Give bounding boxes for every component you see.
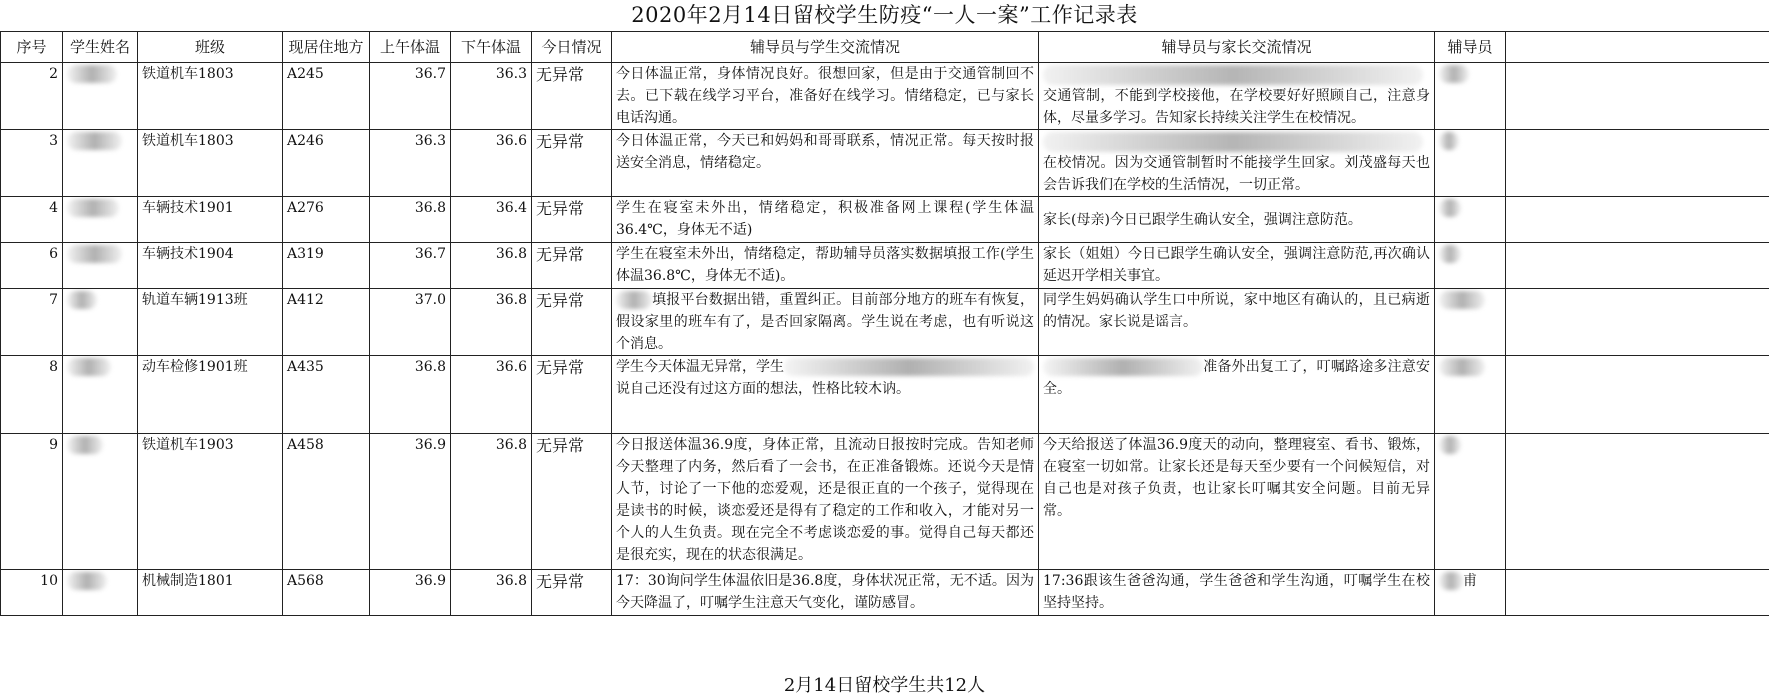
status-cell: 无异常: [532, 289, 612, 356]
pm-temp-cell: 36.8: [451, 434, 532, 570]
empty-cell: [1506, 289, 1769, 356]
am-temp-cell: 36.7: [370, 63, 451, 130]
counselor-cell: [1435, 63, 1506, 130]
header-cell: 今日情况: [532, 32, 612, 63]
row-number: 10: [1, 570, 63, 616]
parent-comm-cell: 今天给报送了体温36.9度天的动向，整理寝室、看书、锻炼，在寝室一切如常。让家长还是每天至少要有一个问候短信，对自己也是对孩子负责，也让家长叮嘱其安全问题。目前无异常。: [1039, 434, 1435, 570]
am-temp-cell: 36.8: [370, 356, 451, 434]
row-number: 8: [1, 356, 63, 434]
am-temp-cell: 36.3: [370, 130, 451, 197]
am-temp-cell: 36.7: [370, 243, 451, 289]
parent-comm-cell: [1039, 63, 1435, 130]
student-comm-cell: 17：30询问学生体温依旧是36.8度，身体状况正常，无不适。因为今天降温了，叮嘱学生注意天气变化，谨防感冒。: [612, 570, 1039, 616]
class-cell: 铁道机车1903: [138, 434, 283, 570]
footer-summary: 2月14日留校学生共12人: [0, 676, 1769, 696]
table-row: [1, 197, 1769, 243]
status-cell: 无异常: [532, 434, 612, 570]
header-cell: 辅导员: [1435, 32, 1506, 63]
pm-temp-cell: 36.6: [451, 130, 532, 197]
residence-cell: A568: [283, 570, 370, 616]
status-cell: 无异常: [532, 243, 612, 289]
table-row: [1, 356, 1769, 434]
student-comm-cell: 今日体温正常，身体情况良好。很想回家，但是由于交通管制回不去。已下载在线学习平台，准备好在线学习。情绪稳定，已与家长电话沟通。: [612, 63, 1039, 130]
header-cell: 辅导员与学生交流情况: [612, 32, 1039, 63]
empty-cell: [1506, 243, 1769, 289]
class-cell: 车辆技术1904: [138, 243, 283, 289]
row-number: 4: [1, 197, 63, 243]
student-comm-cell: 今日报送体温36.9度，身体正常，且流动日报按时完成。告知老师今天整理了内务，然后看了一会书，在正准备锻炼。还说今天是情人节，讨论了一下他的恋爱观，还是很正直的一个孩子，觉得现在是读书的时候，谈恋爱还是得有了稳定的工作和收入，才能对另一个人的人生负责。现在完全不考虑谈恋爱的事。觉得自己每天都还是很充实，现在的状态很满足。: [612, 434, 1039, 570]
counselor-cell: [1435, 130, 1506, 197]
parent-comm-cell: [1039, 356, 1435, 434]
row-number: 3: [1, 130, 63, 197]
parent-comm-cell: 同学生妈妈确认学生口中所说，家中地区有确认的，且已病逝的情况。家长说是谣言。: [1039, 289, 1435, 356]
table-row: [1, 434, 1769, 570]
status-cell: 无异常: [532, 356, 612, 434]
class-cell: 动车检修1901班: [138, 356, 283, 434]
student-name-redacted: [63, 356, 138, 434]
header-cell: [1506, 32, 1769, 63]
student-name-redacted: [63, 289, 138, 356]
counselor-name: 甫: [1463, 573, 1477, 589]
pm-temp-cell: 36.4: [451, 197, 532, 243]
parent-comm-cell: 17:36跟该生爸爸沟通，学生爸爸和学生沟通，叮嘱学生在校坚持坚持。: [1039, 570, 1435, 616]
student-name-redacted: [63, 570, 138, 616]
parent-comm-cell: [1039, 130, 1435, 197]
pm-temp-cell: 36.8: [451, 289, 532, 356]
empty-cell: [1506, 197, 1769, 243]
counselor-cell: [1435, 197, 1506, 243]
counselor-cell: [1435, 243, 1506, 289]
student-name-redacted: [63, 243, 138, 289]
class-cell: 车辆技术1901: [138, 197, 283, 243]
header-cell: 班级: [138, 32, 283, 63]
pm-temp-cell: 36.8: [451, 570, 532, 616]
counselor-cell: [1435, 289, 1506, 356]
class-cell: 铁道机车1803: [138, 63, 283, 130]
header-cell: 下午体温: [451, 32, 532, 63]
header-cell: 序号: [1, 32, 63, 63]
parent-comm-cell: 家长(母亲)今日已跟学生确认安全，强调注意防范。: [1039, 197, 1435, 243]
student-name-redacted: [63, 434, 138, 570]
table-row: [1, 289, 1769, 356]
am-temp-cell: 36.8: [370, 197, 451, 243]
am-temp-cell: 37.0: [370, 289, 451, 356]
header-cell: 现居住地方: [283, 32, 370, 63]
empty-cell: [1506, 130, 1769, 197]
table-row: [1, 570, 1769, 616]
parent-comm-text: 在校情况。因为交通管制暂时不能接学生回家。刘茂盛每天也会告诉我们在学校的生活情况，一切正常。: [1043, 155, 1430, 193]
parent-comm-text: 准备外出复工了，叮嘱路途多注意安全。: [1043, 359, 1430, 397]
header-cell: 上午体温: [370, 32, 451, 63]
table-row: [1, 130, 1769, 197]
empty-cell: [1506, 434, 1769, 570]
counselor-cell: [1435, 570, 1506, 616]
residence-cell: A458: [283, 434, 370, 570]
student-comm-cell: [612, 289, 1039, 356]
student-comm-cell: 学生在寝室未外出，情绪稳定，积极准备网上课程(学生体温36.4℃，身体无不适): [612, 197, 1039, 243]
counselor-cell: [1435, 434, 1506, 570]
student-comm-cell: [612, 356, 1039, 434]
student-comm-cell: 学生在寝室未外出，情绪稳定，帮助辅导员落实数据填报工作(学生体温36.8℃，身体无不适)。: [612, 243, 1039, 289]
page-title: 2020年2月14日留校学生防疫“一人一案”工作记录表: [0, 2, 1769, 28]
residence-cell: A435: [283, 356, 370, 434]
student-comm-cell: 今日体温正常，今天已和妈妈和哥哥联系，情况正常。每天按时报送安全消息，情绪稳定。: [612, 130, 1039, 197]
parent-comm-cell: 家长（姐姐）今日已跟学生确认安全，强调注意防范,再次确认延迟开学相关事宜。: [1039, 243, 1435, 289]
record-table: [0, 31, 1769, 616]
row-number: 6: [1, 243, 63, 289]
parent-comm-text: 交通管制，不能到学校接他，在学校要好好照顾自己，注意身体，尽量多学习。告知家长持续关注学生在校情况。: [1043, 88, 1430, 126]
student-comm-text: 填报平台数据出错，重置纠正。目前部分地方的班车有恢复，假设家里的班车有了，是否回家隔离。学生说在考虑，也有听说这个消息。: [616, 292, 1034, 352]
status-cell: 无异常: [532, 130, 612, 197]
student-comm-text: 学生今天体温无异常，学生说自己还没有过这方面的想法，性格比较木讷。: [616, 359, 910, 397]
table-row: [1, 63, 1769, 130]
student-name-redacted: [63, 63, 138, 130]
am-temp-cell: 36.9: [370, 434, 451, 570]
residence-cell: A412: [283, 289, 370, 356]
student-name-redacted: [63, 197, 138, 243]
counselor-cell: [1435, 356, 1506, 434]
row-number: 2: [1, 63, 63, 130]
status-cell: 无异常: [532, 197, 612, 243]
status-cell: 无异常: [532, 63, 612, 130]
class-cell: 机械制造1801: [138, 570, 283, 616]
class-cell: 轨道车辆1913班: [138, 289, 283, 356]
residence-cell: A276: [283, 197, 370, 243]
empty-cell: [1506, 570, 1769, 616]
header-cell: 辅导员与家长交流情况: [1039, 32, 1435, 63]
student-name-redacted: [63, 130, 138, 197]
header-row: [1, 32, 1769, 63]
pm-temp-cell: 36.6: [451, 356, 532, 434]
row-number: 9: [1, 434, 63, 570]
residence-cell: A245: [283, 63, 370, 130]
row-number: 7: [1, 289, 63, 356]
empty-cell: [1506, 63, 1769, 130]
table-row: [1, 243, 1769, 289]
class-cell: 铁道机车1803: [138, 130, 283, 197]
residence-cell: A319: [283, 243, 370, 289]
pm-temp-cell: 36.3: [451, 63, 532, 130]
status-cell: 无异常: [532, 570, 612, 616]
am-temp-cell: 36.9: [370, 570, 451, 616]
residence-cell: A246: [283, 130, 370, 197]
header-cell: 学生姓名: [63, 32, 138, 63]
pm-temp-cell: 36.8: [451, 243, 532, 289]
empty-cell: [1506, 356, 1769, 434]
